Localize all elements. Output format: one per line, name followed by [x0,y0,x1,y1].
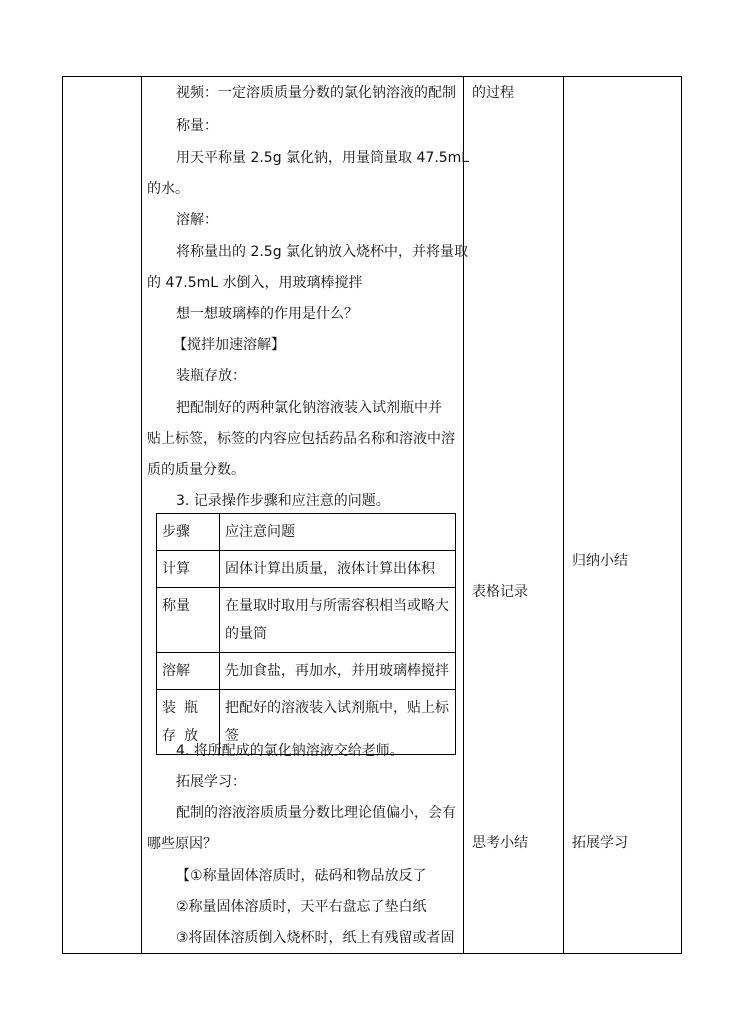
text-line: 装瓶存放： [176,368,246,384]
table-header-cell: 步骤 [157,514,220,551]
table-cell: 固体计算出质量，液体计算出体积 [220,551,456,588]
method-label-reflect: 思考小结 [472,835,528,851]
table-header-cell: 应注意问题 [220,514,456,551]
text-line: 溶解： [176,212,218,228]
table-row [157,514,456,551]
text-line: 的水。 [147,181,189,197]
table-cell: 计算 [157,551,220,588]
text-line: ②称量固体溶质时，天平右盘忘了垫白纸 [176,899,427,915]
table-cell: 在量取时取用与所需容积相当或略大的量筒 [220,588,456,653]
table-cell: 装瓶存放 [157,690,220,755]
text-line: 的 47.5mL 水倒入，用玻璃棒搅拌 [147,275,363,291]
text-line: 用天平称量 2.5g 氯化钠，用量筒量取 47.5mL [176,150,470,166]
table-row [157,588,456,653]
text-line: 【搅拌加速溶解】 [173,337,285,353]
table-cell: 先加食盐，再加水，并用玻璃棒搅拌 [220,653,456,690]
table-cell: 称量 [157,588,220,653]
purpose-label-summary: 归纳小结 [572,553,628,569]
text-line: 配制的溶液溶质质量分数比理论值偏小，会有 [176,805,456,821]
text-line: 称量： [176,118,218,134]
text-line: ③将固体溶质倒入烧杯时，纸上有残留或者固 [176,930,455,946]
text-line: 想一想玻璃棒的作用是什么？ [176,306,358,322]
text-line: 4. 将所配成的氯化钠溶液交给老师。 [176,743,404,759]
text-line: 3. 记录操作步骤和应注意的问题。 [176,493,390,509]
text-line: 拓展学习： [176,774,246,790]
text-line: 贴上标签，标签的内容应包括药品名称和溶液中溶 [147,431,455,447]
table-cell: 把配好的溶液装入试剂瓶中，贴上标签 [220,690,456,755]
table-row [157,653,456,690]
text-line: 哪些原因？ [147,836,217,852]
steps-table [156,513,456,755]
text-line: 把配制好的两种氯化钠溶液装入试剂瓶中并 [176,400,442,416]
purpose-label-extension: 拓展学习 [572,835,628,851]
table-cell: 溶解 [157,653,220,690]
method-label-table-record: 表格记录 [472,584,528,600]
table-row [157,551,456,588]
column-divider-2 [463,77,464,953]
column-divider-1 [141,77,142,953]
text-line: 视频：一定溶质质量分数的氯化钠溶液的配制 [176,85,456,101]
column-divider-3 [563,77,564,953]
text-line: 将称量出的 2.5g 氯化钠放入烧杯中，并将量取 [176,244,469,260]
text-line: 【①称量固体溶质时，砝码和物品放反了 [176,868,427,884]
text-line: 质的质量分数。 [147,462,245,478]
method-label-process: 的过程 [472,85,514,101]
lesson-table [62,76,682,954]
